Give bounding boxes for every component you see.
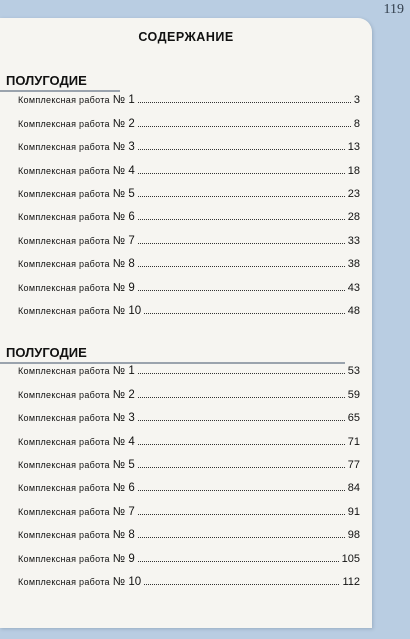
toc-entry-label bbox=[18, 459, 135, 471]
dot-leader bbox=[138, 372, 345, 374]
toc-entry-prefix: Комплексная работа bbox=[18, 95, 110, 106]
toc-entry-page: 43 bbox=[347, 281, 360, 294]
toc-entry bbox=[18, 448, 360, 471]
dot-leader bbox=[138, 172, 345, 174]
toc-entry-number: № 1 bbox=[112, 94, 135, 107]
toc-entry bbox=[18, 106, 360, 129]
toc-entry bbox=[18, 518, 360, 541]
toc-entry-label bbox=[18, 118, 135, 130]
toc-entry-prefix: Комплексная работа bbox=[18, 282, 110, 293]
toc-entry-number: № 6 bbox=[112, 211, 135, 224]
section-heading-1: ПОЛУГОДИЕ bbox=[6, 73, 87, 88]
toc-entry-page: 112 bbox=[342, 575, 360, 588]
toc-entry-number: № 1 bbox=[112, 365, 135, 378]
toc-entry-prefix: Комплексная работа bbox=[18, 389, 110, 400]
toc-entry-page: 59 bbox=[347, 388, 360, 401]
dot-leader bbox=[138, 218, 345, 220]
dot-leader bbox=[138, 125, 351, 127]
toc-entry-prefix: Комплексная работа bbox=[18, 459, 110, 470]
dot-leader bbox=[138, 242, 345, 244]
toc-entry-prefix: Комплексная работа bbox=[18, 366, 110, 377]
dot-leader bbox=[144, 583, 339, 585]
toc-entry-number: № 7 bbox=[112, 505, 135, 518]
toc-entry-page: 98 bbox=[347, 529, 360, 542]
toc-entry-number: № 6 bbox=[112, 482, 135, 495]
dot-leader bbox=[138, 289, 345, 291]
toc-entry-page: 38 bbox=[347, 258, 360, 271]
page-title: СОДЕРЖАНИЕ bbox=[138, 30, 234, 44]
dot-leader bbox=[138, 443, 345, 445]
toc-entry bbox=[18, 541, 360, 564]
toc-entry-prefix: Комплексная работа bbox=[18, 413, 110, 424]
toc-entry-label bbox=[18, 506, 135, 518]
toc-entry-prefix: Комплексная работа bbox=[18, 576, 110, 587]
toc-entry-number: № 8 bbox=[112, 529, 135, 542]
toc-entry-number: № 8 bbox=[112, 258, 135, 271]
toc-entry-number: № 5 bbox=[112, 187, 135, 200]
toc-entry-label bbox=[18, 94, 135, 106]
toc-entry-prefix: Комплексная работа bbox=[18, 506, 110, 517]
toc-entry-number: № 4 bbox=[112, 164, 135, 177]
toc-entry-page: 77 bbox=[347, 458, 360, 471]
toc-entry-label bbox=[18, 141, 135, 153]
toc-entry-number: № 3 bbox=[112, 412, 135, 425]
toc-entry-number: № 4 bbox=[112, 435, 135, 448]
dot-leader bbox=[138, 489, 345, 491]
contents-page bbox=[0, 18, 372, 628]
toc-entry-label bbox=[18, 211, 135, 223]
toc-entry-label bbox=[18, 482, 135, 494]
dot-leader bbox=[138, 466, 345, 468]
toc-entry-page: 3 bbox=[353, 94, 360, 107]
toc-entry-page: 91 bbox=[347, 505, 360, 518]
toc-entry bbox=[18, 130, 360, 153]
toc-entry-label bbox=[18, 412, 135, 424]
dot-leader bbox=[138, 148, 345, 150]
toc-entry-page: 23 bbox=[347, 187, 360, 200]
toc-entry-page: 48 bbox=[347, 304, 360, 317]
toc-entry bbox=[18, 471, 360, 494]
toc-entry bbox=[18, 83, 360, 106]
page-number: 119 bbox=[383, 2, 404, 17]
toc-entry-page: 33 bbox=[347, 234, 360, 247]
toc-entry-number: № 10 bbox=[112, 304, 142, 317]
toc-entry-prefix: Комплексная работа bbox=[18, 259, 110, 270]
toc-entry-label bbox=[18, 436, 135, 448]
toc-entry bbox=[18, 354, 360, 377]
toc-entry bbox=[18, 377, 360, 400]
toc-entry bbox=[18, 247, 360, 270]
toc-entry-label bbox=[18, 235, 135, 247]
toc-entry-label bbox=[18, 553, 135, 565]
dot-leader bbox=[138, 536, 345, 538]
toc-entry bbox=[18, 200, 360, 223]
toc-entry bbox=[18, 401, 360, 424]
toc-entry-prefix: Комплексная работа bbox=[18, 553, 110, 564]
toc-entry-label bbox=[18, 529, 135, 541]
toc-entry-number: № 5 bbox=[112, 458, 135, 471]
toc-entry-prefix: Комплексная работа bbox=[18, 118, 110, 129]
dot-leader bbox=[144, 312, 345, 314]
toc-entry-page: 105 bbox=[341, 552, 360, 565]
toc-entry-number: № 9 bbox=[112, 281, 135, 294]
toc-entry-page: 65 bbox=[347, 412, 360, 425]
toc-entry-number: № 3 bbox=[112, 141, 135, 154]
toc-entry-prefix: Комплексная работа bbox=[18, 436, 110, 447]
dot-leader bbox=[138, 101, 351, 103]
dot-leader bbox=[138, 265, 345, 267]
toc-list-1 bbox=[18, 83, 360, 317]
dot-leader bbox=[138, 396, 345, 398]
toc-entry-number: № 10 bbox=[112, 575, 142, 588]
toc-entry-label bbox=[18, 305, 141, 317]
toc-entry-prefix: Комплексная работа bbox=[18, 305, 110, 316]
toc-entry-label bbox=[18, 389, 135, 401]
toc-entry-label bbox=[18, 576, 141, 588]
toc-entry-label bbox=[18, 165, 135, 177]
toc-entry-page: 53 bbox=[347, 365, 360, 378]
toc-entry bbox=[18, 153, 360, 176]
toc-entry-page: 13 bbox=[347, 141, 360, 154]
toc-entry bbox=[18, 177, 360, 200]
toc-entry-prefix: Комплексная работа bbox=[18, 530, 110, 541]
toc-entry-page: 18 bbox=[347, 164, 360, 177]
toc-entry-label bbox=[18, 365, 135, 377]
toc-entry bbox=[18, 424, 360, 447]
toc-entry bbox=[18, 270, 360, 293]
toc-entry-prefix: Комплексная работа bbox=[18, 188, 110, 199]
toc-entry-label bbox=[18, 282, 135, 294]
toc-entry-number: № 7 bbox=[112, 234, 135, 247]
toc-entry-prefix: Комплексная работа bbox=[18, 235, 110, 246]
toc-entry-prefix: Комплексная работа bbox=[18, 483, 110, 494]
toc-entry-page: 8 bbox=[353, 117, 360, 130]
section-heading-2: ПОЛУГОДИЕ bbox=[6, 345, 87, 360]
toc-entry-number: № 2 bbox=[112, 117, 135, 130]
dot-leader bbox=[138, 419, 345, 421]
dot-leader bbox=[138, 195, 345, 197]
toc-entry-prefix: Комплексная работа bbox=[18, 165, 110, 176]
toc-entry-prefix: Комплексная работа bbox=[18, 212, 110, 223]
toc-entry bbox=[18, 565, 360, 588]
toc-entry-number: № 9 bbox=[112, 552, 135, 565]
dot-leader bbox=[138, 513, 345, 515]
toc-entry-page: 84 bbox=[347, 482, 360, 495]
toc-list-2 bbox=[18, 354, 360, 588]
toc-entry-prefix: Комплексная работа bbox=[18, 142, 110, 153]
toc-entry bbox=[18, 294, 360, 317]
toc-entry-label bbox=[18, 258, 135, 270]
toc-entry-label bbox=[18, 188, 135, 200]
toc-entry-page: 28 bbox=[347, 211, 360, 224]
toc-entry bbox=[18, 494, 360, 517]
toc-entry-page: 71 bbox=[347, 435, 360, 448]
toc-entry bbox=[18, 223, 360, 246]
dot-leader bbox=[138, 560, 339, 562]
toc-entry-number: № 2 bbox=[112, 388, 135, 401]
